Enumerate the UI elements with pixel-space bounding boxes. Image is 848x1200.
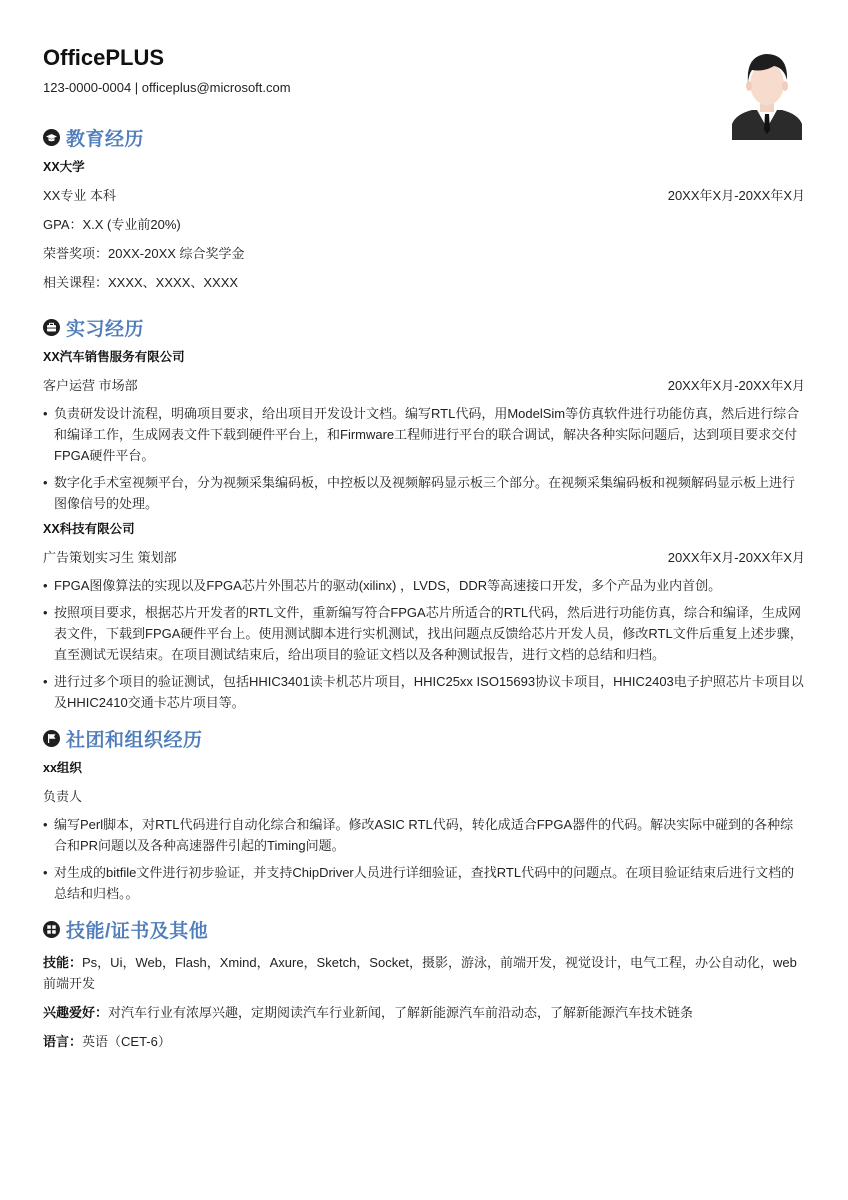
company-name: XX汽车销售服务有限公司 [43,350,185,364]
hobby-value: 对汽车行业有浓厚兴趣，定期阅读汽车行业新闻，了解新能源汽车前沿动态，了解新能源汽车技术链条 [108,1005,694,1020]
section-title: 社团和组织经历 [66,729,203,751]
briefcase-icon [43,319,60,336]
date-range: 20XX年X月-20XX年X月 [667,550,805,565]
education-row [43,187,805,205]
company-name: XX科技有限公司 [43,522,135,536]
flag-icon [43,730,60,747]
school-name: XX大学 [43,160,85,174]
grid-icon [43,921,60,938]
job-entry [43,520,805,713]
skills-line [43,952,805,994]
bullet-item: • 数字化手术室视频平台，分为视频采集编码板，中控板以及视频解码显示板三个部分。在视频采集编码板和视频解码显示板上进行图像信号的处理。 [43,472,805,514]
section-title: 技能/证书及其他 [66,920,209,942]
job-role: 广告策划实习生 策划部 [43,550,177,565]
hobby-label: 兴趣爱好： [43,1005,109,1020]
job-role: 客户运营 市场部 [43,378,138,393]
job-row [43,549,805,567]
language-label: 语言： [43,1034,83,1049]
job-bullets [43,403,805,514]
org-name: xx组织 [43,761,82,775]
candidate-name: OfficePLUS [43,45,165,70]
section-skills-header [43,914,805,944]
job-bullets [43,575,805,713]
contact-info: 123-0000-0004 | officeplus@microsoft.com [43,80,291,95]
language-value: 英语（CET-6） [82,1034,171,1049]
courses: 相关课程：XXXX、XXXX、XXXX [43,275,239,290]
section-title: 教育经历 [66,128,145,150]
bullet-item: • 对生成的bitfile文件进行初步验证，并支持ChipDriver人员进行详细验证，查找RTL代码中的问题点。在项目验证结束后进行文档的总结和归档。。 [43,862,805,904]
bullet-item: • 编写Perl脚本，对RTL代码进行自动化综合和编译。修改ASIC RTL代码，转化成适合FPGA器件的代码。解决实际中碰到的各种综合和PR问题以及各种高速器件引起的Timing问题。 [43,814,805,856]
language-line [43,1031,805,1052]
section-title: 实习经历 [66,318,145,340]
gpa: GPA：X.X (专业前20%) [43,217,181,232]
bullet-item: • 进行过多个项目的验证测试，包括HHIC3401读卡机芯片项目，HHIC25xx ISO15693协议卡项目，HHIC2403电子护照芯片卡项目以及HHIC2410交通卡芯片项目等。 [43,671,805,713]
club-role: 负责人 [43,789,83,804]
date-range: 20XX年X月-20XX年X月 [667,378,805,393]
section-education-header [43,122,805,152]
club-bullets [43,814,805,904]
bullet-item: • 按照项目要求，根据芯片开发者的RTL文件，重新编写符合FPGA芯片所适合的RTL代码，然后进行功能仿真，综合和编译，生成网表文件，下载到FPGA硬件平台上。使用测试脚本进行实机测试，找出问题点反馈给芯片开发人员，修改RTL文件后重复上述步骤，直至测试无误结束。在项目测试结束后，给出项目的验证文档以及各种测试报告，进行文档的总结和归档。 [43,602,805,665]
bullet-item: • FPGA图像算法的实现以及FPGA芯片外围芯片的驱动(xilinx) ，LVDS，DDR等高速接口开发，多个产品为业内首创。 [43,575,805,596]
date-range: 20XX年X月-20XX年X月 [667,188,805,203]
job-entry [43,348,805,514]
hobby-line [43,1002,805,1023]
skills-label: 技能： [43,955,83,970]
bullet-item: • 负责研发设计流程，明确项目要求，给出项目开发设计文档。编写RTL代码，用ModelSim等仿真软件进行功能仿真，然后进行综合和编译工作，生成网表文件下载到硬件平台上，和Firmware工程师进行平台的联合调试，解决各种实际问题后，达到项目要求交付FPGA硬件平台。 [43,403,805,466]
resume-page [43,44,805,1052]
job-row [43,377,805,395]
graduation-cap-icon [43,129,60,146]
major: XX专业 本科 [43,188,116,203]
section-internship-header [43,312,805,342]
section-club-header [43,723,805,753]
honors: 荣誉奖项：20XX-20XX 综合奖学金 [43,246,245,261]
skills-value: Ps，Ui，Web，Flash，Xmind，Axure，Sketch，Socket，摄影，游泳，前端开发，视觉设计，电气工程，办公自动化，web前端开发 [43,955,797,991]
